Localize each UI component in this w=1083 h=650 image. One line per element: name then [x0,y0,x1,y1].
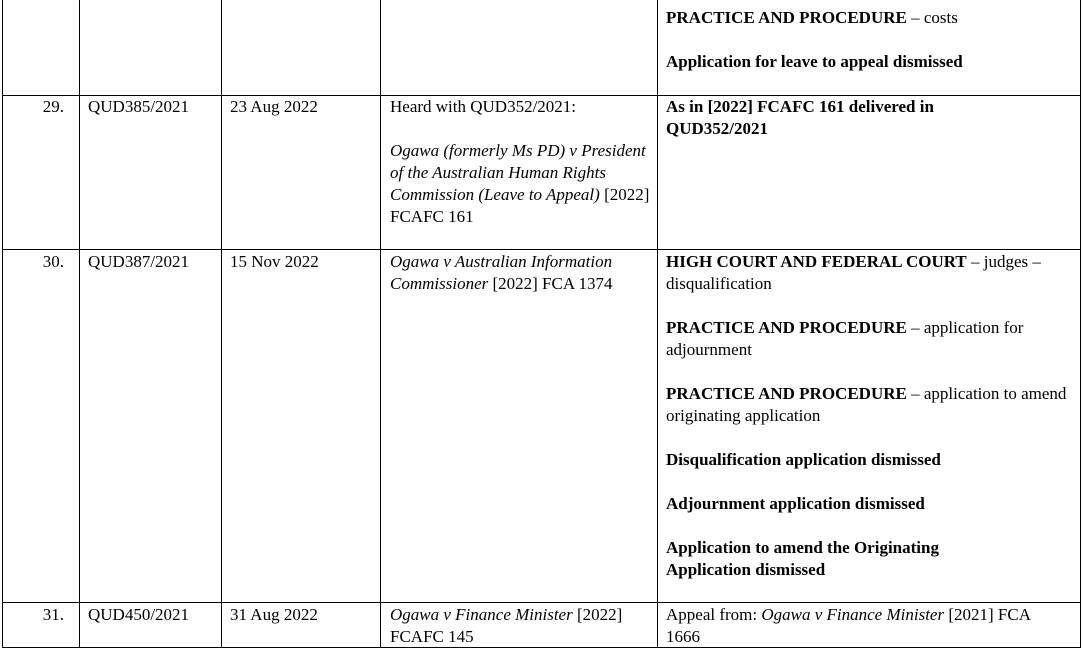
judgment-date: 23 Aug 2022 [230,97,318,116]
result-paragraph: Application to amend the Originating Application dismissed [666,538,939,579]
case-name-cell [390,604,640,648]
case-citation: Ogawa v Finance Minister [2022] FCAFC 145 [390,605,623,646]
result-paragraph: Adjournment application dismissed [666,494,925,513]
file-number: QUD387/2021 [88,252,190,271]
case-citation: Ogawa v Australian Information Commissioner [2022] FCA 1374 [390,252,613,293]
result-cell [666,604,1066,648]
result-cell [666,96,996,140]
case-citation: Ogawa (formerly Ms PD) v President of the Australian Human Rights Commission (Leave to Appeal) [2022] FCAFC 161 [390,141,650,226]
result-paragraph: PRACTICE AND PROCEDURE – costs [666,8,958,27]
file-number: QUD450/2021 [88,605,190,624]
judgment-date: 31 Aug 2022 [230,605,318,624]
result-paragraph: PRACTICE AND PROCEDURE – application to amend originating application [666,384,1067,425]
column-divider [221,0,222,648]
result-paragraph: As in [2022] FCAFC 161 delivered in QUD352/2021 [666,97,934,138]
row-number: 31. [42,605,64,624]
column-divider [79,0,80,648]
result-paragraph: HIGH COURT AND FEDERAL COURT – judges – disqualification [666,252,1041,293]
result-paragraph: Disqualification application dismissed [666,450,941,469]
column-divider [2,0,3,648]
row-divider [2,602,1081,603]
result-paragraph: Application for leave to appeal dismissed [666,52,963,71]
row-divider [2,249,1081,250]
column-divider [380,0,381,648]
row-number: 30. [42,252,64,271]
result-cell [666,7,1076,73]
file-number: QUD385/2021 [88,97,190,116]
result-paragraph: Appeal from: Ogawa v Finance Minister [2021] FCA 1666 [666,605,1031,646]
case-intro: Heard with QUD352/2021: [390,97,577,116]
result-paragraph: PRACTICE AND PROCEDURE – application for adjournment [666,318,1024,359]
row-number: 29. [42,97,64,116]
column-divider [1080,0,1081,648]
judgment-date: 15 Nov 2022 [230,252,319,271]
case-name-cell [390,251,654,295]
result-cell [666,251,1077,581]
column-divider [657,0,658,648]
case-name-cell [390,96,654,228]
